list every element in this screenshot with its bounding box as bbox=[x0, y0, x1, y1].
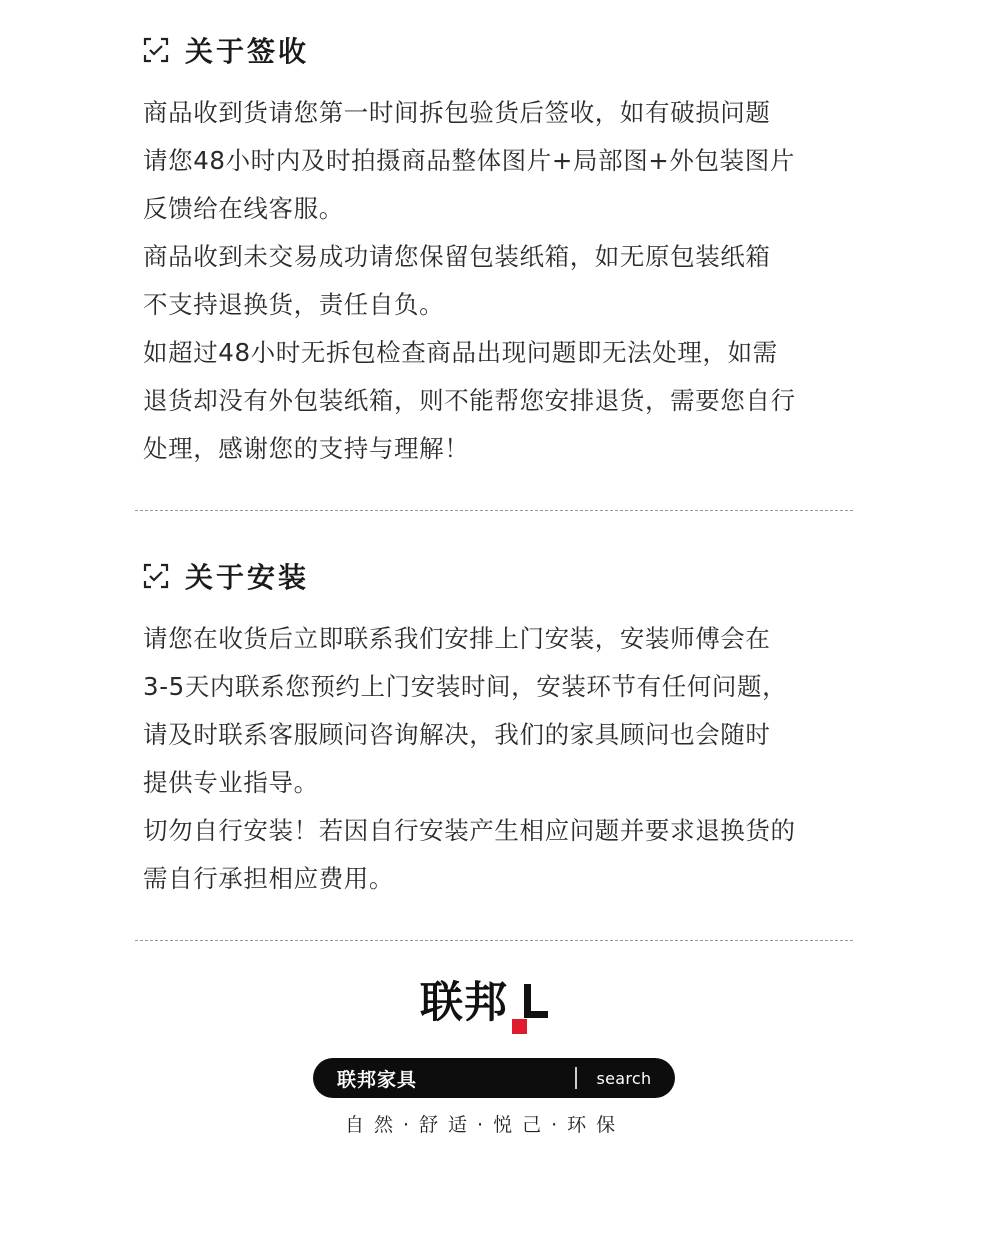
search-separator bbox=[575, 1067, 577, 1089]
search-label: 联邦家具 bbox=[337, 1068, 418, 1091]
installation-line: 提供专业指导。 bbox=[143, 768, 319, 797]
brand-logo bbox=[420, 978, 552, 1038]
signing-line: 处理，感谢您的支持与理解！ bbox=[143, 434, 470, 463]
signing-line: 请您48小时内及时拍摄商品整体图片+局部图+外包装图片 bbox=[143, 146, 795, 175]
signing-line: 商品收到货请您第一时间拆包验货后签收，如有破损问题 bbox=[143, 98, 771, 127]
scan-frame-icon bbox=[143, 563, 169, 589]
logo-text: 联邦 bbox=[420, 978, 508, 1028]
logo-red-square bbox=[512, 1019, 527, 1034]
installation-line: 请及时联系客服顾问咨询解决，我们的家具顾问也会随时 bbox=[143, 720, 771, 749]
installation-line: 请您在收货后立即联系我们安排上门安装，安装师傅会在 bbox=[143, 624, 771, 653]
signing-line: 商品收到未交易成功请您保留包装纸箱，如无原包装纸箱 bbox=[143, 242, 771, 271]
signing-section bbox=[143, 30, 863, 473]
section-divider bbox=[135, 940, 853, 941]
signing-header bbox=[143, 30, 863, 70]
section-divider bbox=[135, 510, 853, 511]
installation-header bbox=[143, 556, 863, 596]
brand-slogan: 自然·舒适·悦己·环保 bbox=[345, 1114, 626, 1136]
signing-title: 关于签收 bbox=[185, 35, 310, 68]
signing-line: 不支持退换货，责任自负。 bbox=[143, 290, 445, 319]
signing-line: 退货却没有外包装纸箱，则不能帮您安排退货，需要您自行 bbox=[143, 386, 796, 415]
installation-line: 切勿自行安装！若因自行安装产生相应问题并要求退换货的 bbox=[143, 816, 796, 845]
scan-frame-icon bbox=[143, 37, 169, 63]
signing-line: 如超过48小时无拆包检查商品出现问题即无法处理，如需 bbox=[143, 338, 778, 367]
installation-line: 3-5天内联系您预约上门安装时间，安装环节有任何问题， bbox=[143, 672, 788, 701]
search-button[interactable]: search bbox=[596, 1068, 652, 1088]
brand-search-bar[interactable] bbox=[313, 1058, 675, 1098]
installation-line: 需自行承担相应费用。 bbox=[143, 864, 394, 893]
installation-title: 关于安装 bbox=[185, 561, 310, 594]
signing-line: 反馈给在线客服。 bbox=[143, 194, 344, 223]
installation-section bbox=[143, 556, 863, 903]
logo-l-mark bbox=[512, 978, 552, 1038]
